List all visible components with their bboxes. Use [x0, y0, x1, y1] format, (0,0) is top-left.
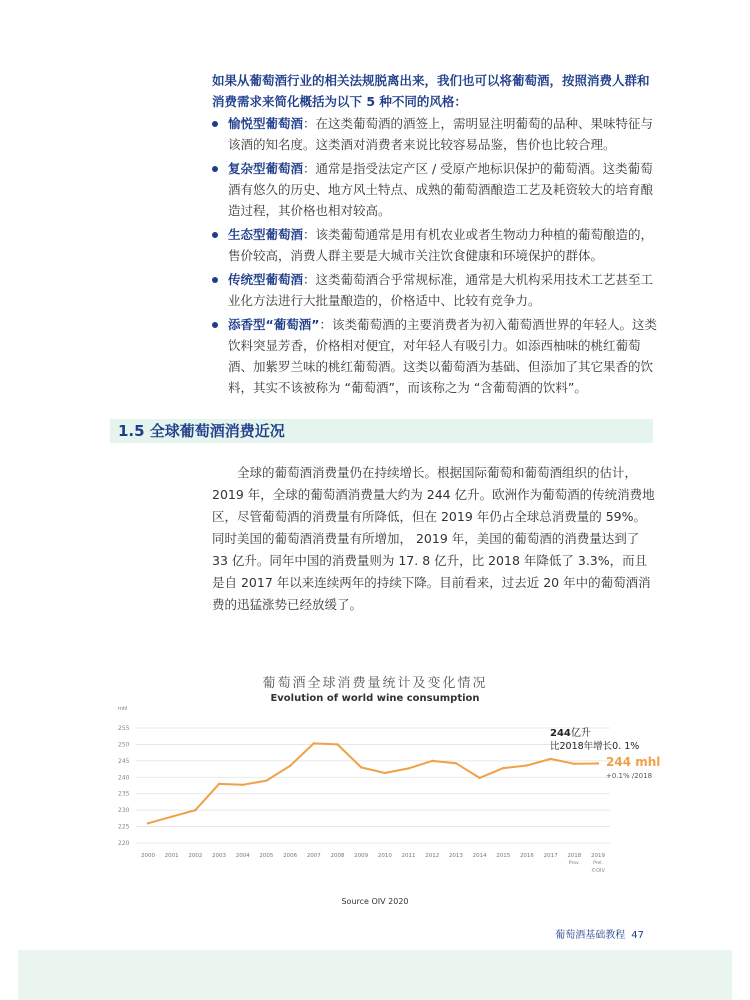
data-point	[242, 784, 244, 786]
annotation-cn-value: 244亿升	[550, 728, 591, 739]
x-tick-label: 2015	[496, 853, 511, 859]
x-tick-label: 2013	[448, 853, 463, 859]
chart-title: 葡萄酒全球消费量统计及变化情况	[262, 676, 488, 691]
annotation-cn-change: 比2018年增长0. 1%	[550, 741, 640, 752]
x-tick-label: 2004	[235, 853, 250, 859]
data-point	[384, 772, 386, 774]
style-desc: ：在这类葡萄酒的酒签上，需明显注明葡萄的品种、果味特征与该酒的知名度。这类酒对消费者来说比较容易品鉴，售价也比较合理。	[228, 116, 654, 152]
data-point	[478, 777, 480, 779]
data-point	[289, 765, 291, 767]
bottom-band	[18, 950, 732, 1000]
style-term: 生态型葡萄酒	[228, 227, 304, 242]
style-desc: ：这类葡萄酒合乎常规标准，通常是大机构采用技术工艺甚至工业化方法进行大批量酿造的，价格适中、比较有竞争力。	[228, 272, 654, 308]
bullet-dot	[212, 166, 218, 172]
body-paragraph: 全球的葡萄酒消费量仍在持续增长。根据国际葡萄和葡萄酒组织的估计，2019 年，全球的葡萄酒消费量大约为 244 亿升。欧洲作为葡萄酒的传统消费地区，尽管葡萄酒的消费量有所降低，但在 2019 年仍占全球总消费量的 59%。同时美国的葡萄酒消费量有所增加， 2019 年，美国的葡萄酒的消费量达到了 33 亿升。同年中国的消费量则为 17. 8 亿升，比 2018 年降低了 3.3%，而且是自 2017 年以来连续两年的持续下降。目前看来，过去近 20 年中的葡萄酒消费的迅猛涨势已经放缓了。	[212, 465, 655, 612]
y-unit-label: mhl	[118, 706, 128, 712]
x-tick-label: 2008	[330, 853, 345, 859]
list-item	[212, 224, 660, 266]
bullet-dot	[212, 121, 218, 127]
data-point	[360, 766, 362, 768]
data-point	[265, 779, 267, 781]
x-tick-label: 2005	[259, 853, 274, 859]
x-tick-note: Prov.	[568, 861, 580, 866]
line-chart	[110, 700, 661, 890]
data-point	[336, 743, 338, 745]
data-point	[502, 767, 504, 769]
data-point	[218, 783, 220, 785]
book-title: 葡萄酒基础教程	[555, 930, 626, 941]
x-tick-label: 2002	[188, 853, 203, 859]
x-tick-label: 2010	[377, 853, 392, 859]
data-point	[526, 764, 528, 766]
style-desc: ：通常是指受法定产区 / 受原产地标识保护的葡萄酒。这类葡萄酒有悠久的历史、地方风土特点、成熟的葡萄酒酿造工艺及耗资较大的培育酿造过程，其价格也相对较高。	[228, 161, 654, 218]
style-term: 愉悦型葡萄酒	[228, 116, 304, 131]
y-tick-label: 225	[118, 823, 130, 831]
bullet-dot	[212, 232, 218, 238]
page-number: 47	[631, 930, 644, 941]
x-tick-label: 2012	[425, 853, 440, 859]
x-tick-label: 2016	[519, 853, 534, 859]
data-point	[549, 758, 551, 760]
annotation-change: +0.1% /2018	[606, 772, 653, 780]
data-point	[573, 763, 575, 765]
data-point	[407, 767, 409, 769]
data-point	[455, 762, 457, 764]
list-item	[212, 269, 660, 311]
intro-heading: 如果从葡萄酒行业的相关法规脱离出来，我们也可以将葡萄酒，按照消费人群和消费需求来简化概括为以下 5 种不同的风格：	[212, 73, 650, 109]
style-list	[212, 113, 660, 401]
style-desc: ：该类葡萄酒的主要消费者为初入葡萄酒世界的年轻人。这类饮料突显芳香，价格相对便宜，对年轻人有吸引力。如添西柚味的桃红葡萄酒、加紫罗兰味的桃红葡萄酒。这类以葡萄酒为基础、但添加了其它果香的饮料，其实不该被称为 “葡萄酒”，而该称之为 “含葡萄酒的饮料”。	[228, 317, 657, 395]
list-item	[212, 314, 660, 398]
style-desc: ：该类葡萄通常是用有机农业或者生物动力种植的葡萄酿造的，售价较高，消费人群主要是大城市关注饮食健康和环境保护的群体。	[228, 227, 654, 263]
bullet-dot	[212, 277, 218, 283]
series-line	[148, 743, 598, 823]
style-term: 复杂型葡萄酒	[228, 161, 304, 176]
section-header	[110, 419, 653, 443]
x-tick-note: Prel.	[593, 861, 603, 866]
x-tick-label: 2009	[354, 853, 369, 859]
annotation-value: 244 mhl	[606, 755, 661, 769]
x-tick-label: 2006	[283, 853, 298, 859]
chart-source: Source OIV 2020	[341, 897, 409, 906]
y-tick-label: 255	[118, 725, 130, 732]
x-tick-label: 2019	[591, 853, 605, 859]
x-tick-label: 2000	[141, 853, 155, 859]
bullet-dot	[212, 322, 218, 328]
x-tick-label: 2001	[164, 853, 179, 859]
y-tick-label: 250	[118, 741, 130, 749]
list-item	[212, 158, 660, 221]
x-tick-label: 2007	[306, 853, 321, 859]
x-tick-label: 2018	[567, 853, 582, 859]
style-term: 传统型葡萄酒	[228, 272, 304, 287]
style-term: 添香型“葡萄酒”	[228, 317, 320, 332]
y-tick-label: 245	[118, 757, 130, 765]
data-point	[597, 762, 599, 764]
page-footer	[555, 926, 644, 941]
x-tick-label: 2003	[212, 853, 227, 859]
y-tick-label: 230	[118, 807, 130, 815]
x-tick-label: 2014	[472, 853, 487, 859]
section-title: 1.5 全球葡萄酒消费近况	[118, 422, 285, 440]
list-item	[212, 113, 660, 155]
x-tick-label: 2017	[543, 853, 558, 859]
y-tick-label: 235	[118, 790, 130, 798]
chart-subtitle: Evolution of world wine consumption	[270, 693, 480, 704]
data-point	[170, 816, 172, 818]
x-tick-label: 2011	[401, 853, 416, 859]
chart-watermark: ©OIV	[591, 868, 605, 874]
data-point	[194, 809, 196, 811]
data-point	[313, 742, 315, 744]
y-tick-label: 240	[118, 774, 130, 782]
y-tick-label: 220	[118, 840, 130, 847]
data-point	[147, 822, 149, 824]
data-point	[431, 760, 433, 762]
